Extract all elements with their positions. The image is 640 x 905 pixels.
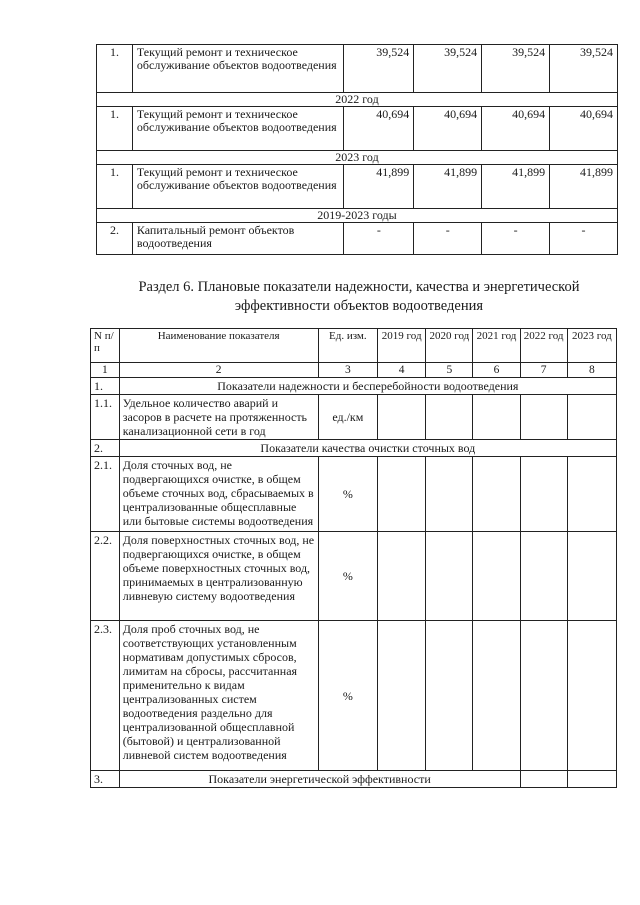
row-number: 1.: [97, 165, 133, 209]
row-number: 2.1.: [91, 457, 120, 532]
value-cell: 41,899: [414, 165, 482, 209]
row-number: 2.3.: [91, 621, 120, 771]
indicator-name: Доля поверхностных сточных вод, не подвергающихся очистке, в общем объеме поверхностных сточных вод, принимаемых в централизованную ливневую систему водоотведения: [119, 532, 318, 621]
indicator-name: Доля сточных вод, не подвергающихся очистке, в общем объеме сточных вод, сбрасываемых в централизованные общесплавные или бытовые системы водоотведения: [119, 457, 318, 532]
column-index: 8: [567, 363, 616, 378]
row-number: 1.1.: [91, 395, 120, 440]
year-value-cell: [567, 532, 616, 621]
year-value-cell: [473, 532, 520, 621]
value-cell: -: [550, 223, 618, 255]
value-cell: 40,694: [550, 107, 618, 151]
year-row: [97, 209, 618, 223]
section-row: [91, 440, 617, 457]
year-row: [97, 93, 618, 107]
header-year: 2021 год: [473, 329, 520, 363]
row-name: Капитальный ремонт объектов водоотведения: [132, 223, 343, 255]
column-index: 5: [426, 363, 473, 378]
year-value-cell: [378, 532, 426, 621]
year-value-cell: [567, 771, 616, 788]
year-value-cell: [473, 395, 520, 440]
header-year: 2023 год: [567, 329, 616, 363]
year-label: 2023 год: [97, 151, 618, 165]
table-row: [97, 107, 618, 151]
year-value-cell: [473, 457, 520, 532]
year-label: 2019-2023 годы: [97, 209, 618, 223]
year-value-cell: [520, 771, 567, 788]
value-cell: 39,524: [344, 45, 414, 93]
column-index: 1: [91, 363, 120, 378]
value-cell: 40,694: [482, 107, 550, 151]
value-cell: 41,899: [344, 165, 414, 209]
header-year: 2020 год: [426, 329, 473, 363]
year-value-cell: [520, 621, 567, 771]
column-index: 4: [378, 363, 426, 378]
section-number: 1.: [91, 378, 120, 395]
indicator-unit: %: [318, 457, 377, 532]
section-heading: Показатели качества очистки сточных вод: [119, 440, 616, 457]
column-index: 2: [119, 363, 318, 378]
table-row: [91, 457, 617, 532]
section-heading: Показатели надежности и бесперебойности водоотведения: [119, 378, 616, 395]
table-row: [97, 45, 618, 93]
year-value-cell: [567, 621, 616, 771]
year-row: [97, 151, 618, 165]
year-value-cell: [426, 457, 473, 532]
table-row: [91, 621, 617, 771]
year-value-cell: [378, 457, 426, 532]
header-unit: Ед. изм.: [318, 329, 377, 363]
section-heading: Показатели энергетической эффективности: [119, 771, 520, 788]
year-value-cell: [520, 532, 567, 621]
year-value-cell: [473, 621, 520, 771]
value-cell: 40,694: [344, 107, 414, 151]
row-number: 1.: [97, 45, 133, 93]
indicator-unit: %: [318, 532, 377, 621]
row-name: Текущий ремонт и техническое обслуживание объектов водоотведения: [132, 45, 343, 93]
row-number: 2.2.: [91, 532, 120, 621]
column-index-row: [91, 363, 617, 378]
value-cell: 41,899: [550, 165, 618, 209]
value-cell: -: [414, 223, 482, 255]
value-cell: 39,524: [550, 45, 618, 93]
year-label: 2022 год: [97, 93, 618, 107]
year-value-cell: [426, 532, 473, 621]
year-value-cell: [567, 457, 616, 532]
section-title: Раздел 6. Плановые показатели надежности, качества и энергетической эффективности объектов водоотведения: [138, 279, 580, 314]
year-value-cell: [567, 395, 616, 440]
header-num: N п/п: [91, 329, 120, 363]
column-index: 3: [318, 363, 377, 378]
row-number: 2.: [97, 223, 133, 255]
row-name: Текущий ремонт и техническое обслуживание объектов водоотведения: [132, 107, 343, 151]
indicator-name: Доля проб сточных вод, не соответствующих установленным нормативам допустимых сбросов, лимитам на сбросы, рассчитанная применительно к видам централизованных систем водоотведения раздельно для централизованной общесплавной (бытовой) и централизованной ливневой систем водоотведения: [119, 621, 318, 771]
header-year: 2019 год: [378, 329, 426, 363]
year-value-cell: [520, 457, 567, 532]
plan-costs-table: [96, 44, 618, 255]
section-row: [91, 378, 617, 395]
indicators-table: [90, 328, 617, 788]
header-name: Наименование показателя: [119, 329, 318, 363]
column-index: 7: [520, 363, 567, 378]
column-index: 6: [473, 363, 520, 378]
year-value-cell: [378, 621, 426, 771]
year-value-cell: [426, 621, 473, 771]
year-value-cell: [426, 395, 473, 440]
year-value-cell: [520, 395, 567, 440]
header-row: [91, 329, 617, 363]
table-row: [97, 165, 618, 209]
row-name: Текущий ремонт и техническое обслуживание объектов водоотведения: [132, 165, 343, 209]
section-row: [91, 771, 617, 788]
value-cell: 41,899: [482, 165, 550, 209]
section-number: 2.: [91, 440, 120, 457]
table-row: [91, 395, 617, 440]
indicator-unit: %: [318, 621, 377, 771]
value-cell: 39,524: [414, 45, 482, 93]
value-cell: 39,524: [482, 45, 550, 93]
value-cell: 40,694: [414, 107, 482, 151]
indicator-name: Удельное количество аварий и засоров в расчете на протяженность канализационной сети в год: [119, 395, 318, 440]
section-number: 3.: [91, 771, 120, 788]
indicator-unit: ед./км: [318, 395, 377, 440]
header-year: 2022 год: [520, 329, 567, 363]
row-number: 1.: [97, 107, 133, 151]
table-row: [97, 223, 618, 255]
table-row: [91, 532, 617, 621]
year-value-cell: [378, 395, 426, 440]
value-cell: -: [344, 223, 414, 255]
value-cell: -: [482, 223, 550, 255]
